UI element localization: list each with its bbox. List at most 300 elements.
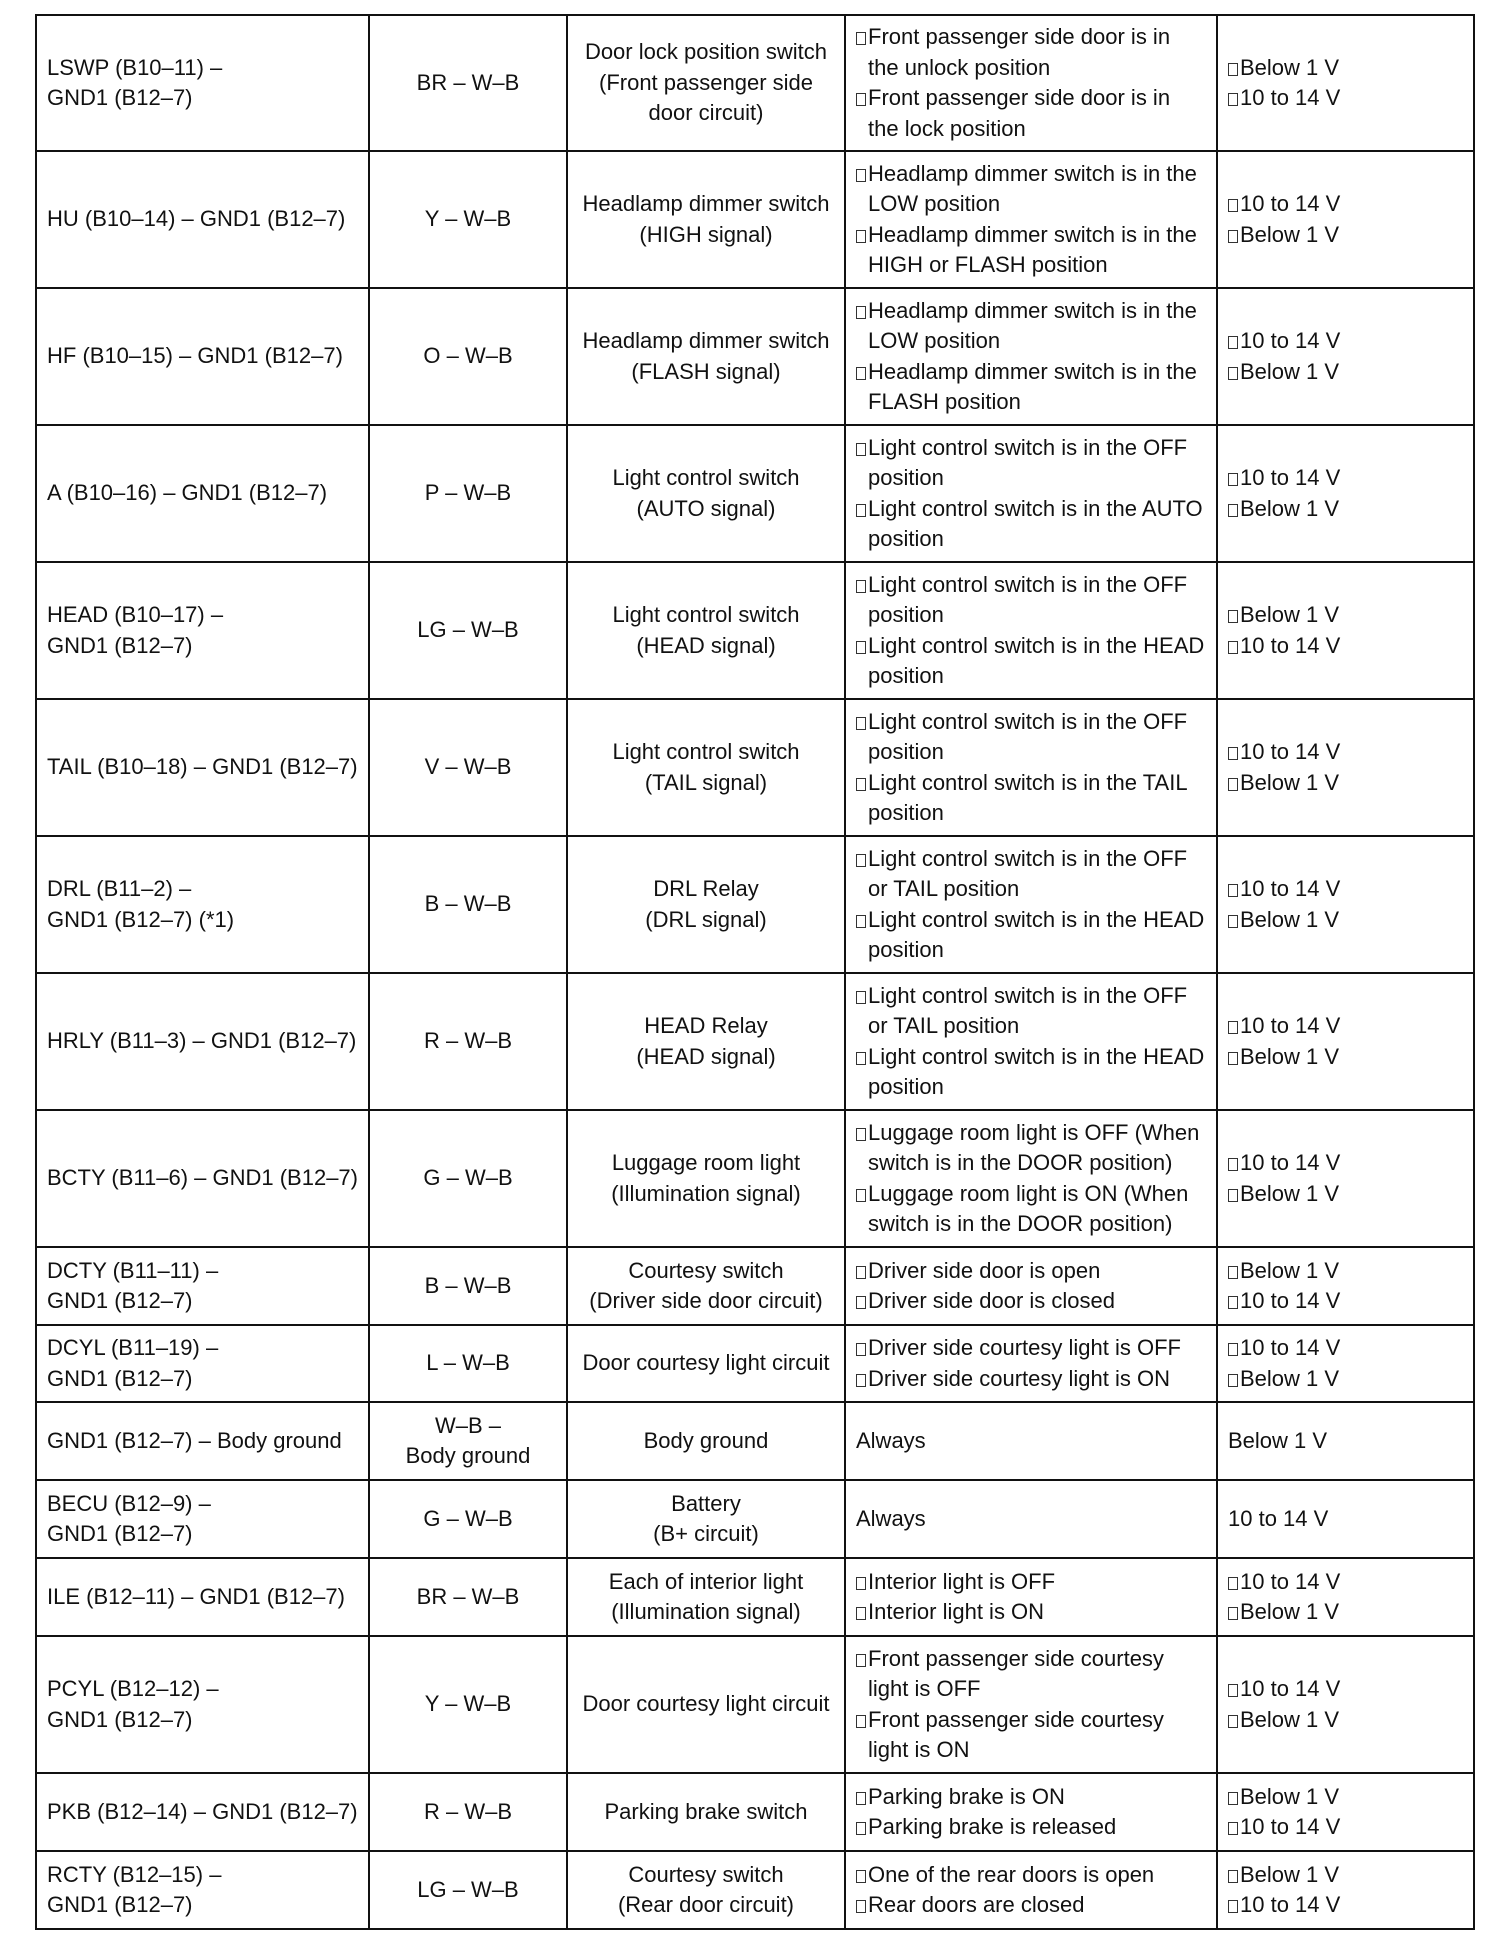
wiring-line: G – W–B [423,1505,513,1531]
terminal-line: DCTY (B11–11) – [47,1257,219,1283]
condition-text: Driver side courtesy light is ON [868,1365,1170,1391]
spec-text: Below 1 V [1240,221,1340,247]
terminal-line: LSWP (B10–11) – [47,54,223,80]
checkbox-icon [1228,1684,1238,1697]
checkbox-icon [1228,93,1238,106]
table-row [36,1247,1474,1325]
checkbox-icon [856,1128,866,1141]
spec-text: Below 1 V [1240,1706,1340,1732]
description-line: Each of interior light [608,1568,804,1594]
condition-item [856,22,1206,83]
spec-item [1228,1860,1463,1891]
terminal-line: HF (B10–15) – GND1 (B12–7) [47,343,343,369]
condition-text: Luggage room light is OFF (When switch is in the DOOR position) [868,1119,1200,1175]
checkbox-icon [1228,641,1238,654]
spec-item [1228,1567,1463,1598]
wiring-line: P – W–B [424,480,512,506]
condition-text: Light control switch is in the HEAD position [868,906,1205,962]
description-line: Battery [671,1490,741,1516]
terminal-line: GND1 (B12–7) [47,632,193,658]
condition-item [856,1812,1206,1843]
checkbox-icon [1228,199,1238,212]
condition-cell [845,425,1217,562]
condition-cell [845,15,1217,151]
wiring-line: G – W–B [423,1165,513,1191]
description-line: Door courtesy light circuit [582,1691,830,1717]
condition-item [856,707,1206,768]
wiring-line: V – W–B [424,754,512,780]
spec-item [1228,83,1463,114]
terminal-cell [36,15,369,151]
wiring-line: Y – W–B [424,1691,512,1717]
condition-text: Front passenger side courtesy light is OFF [868,1645,1164,1701]
spec-item [1228,1179,1463,1210]
checkbox-icon [856,1792,866,1805]
wiring-color-cell [369,1110,567,1247]
spec-text: 10 to 14 V [1240,465,1341,490]
description-line: Parking brake switch [604,1798,808,1824]
terminal-spec-table-body [36,15,1474,1929]
checkbox-icon [856,1343,866,1356]
description-cell [567,1110,845,1247]
spec-item [1228,189,1463,220]
condition-text: Light control switch is in the OFF or TAIL position [868,845,1188,901]
condition-text: Rear doors are closed [868,1892,1085,1917]
spec-text: Below 1 V [1228,1427,1328,1453]
description-cell [567,1636,845,1773]
spec-item [1228,53,1463,84]
checkbox-icon [856,1822,866,1835]
checkbox-icon [1228,1870,1238,1883]
spec-text: 10 to 14 V [1240,191,1341,216]
spec-text: 10 to 14 V [1240,1814,1341,1839]
spec-item [1228,1597,1463,1628]
checkbox-icon [1228,1607,1238,1620]
description-line: (AUTO signal) [636,495,776,521]
checkbox-icon [856,1296,866,1309]
spec-cell [1217,1325,1474,1402]
condition-cell [845,1325,1217,1402]
spec-text: 10 to 14 V [1240,632,1341,658]
condition-item [856,1286,1206,1317]
spec-text: 10 to 14 V [1240,876,1341,901]
spec-item [1228,1812,1463,1843]
terminal-line: BCTY (B11–6) – GND1 (B12–7) [47,1165,358,1191]
condition-text: Parking brake is released [868,1814,1117,1839]
spec-text: Below 1 V [1240,1861,1340,1887]
condition-text: Parking brake is ON [868,1783,1065,1809]
condition-cell [845,1636,1217,1773]
spec-cell [1217,1851,1474,1929]
spec-cell [1217,1480,1474,1558]
spec-text: Below 1 V [1240,1180,1340,1206]
checkbox-icon [1228,1189,1238,1202]
wiring-color-cell [369,699,567,836]
condition-cell [845,1110,1217,1247]
wiring-line: W–B – [434,1412,502,1438]
spec-item [1228,905,1463,936]
description-cell [567,562,845,699]
spec-item [1228,357,1463,388]
spec-cell [1217,699,1474,836]
spec-text: Below 1 V [1240,1783,1340,1809]
spec-text: Below 1 V [1240,54,1340,80]
condition-item [856,1860,1206,1891]
spec-cell [1217,1558,1474,1636]
description-line: HEAD Relay [644,1013,768,1038]
spec-text: Below 1 V [1240,358,1340,384]
description-line: (B+ circuit) [653,1521,759,1546]
condition-text: Headlamp dimmer switch is in the LOW position [868,160,1197,216]
table-row [36,15,1474,151]
description-line: Door courtesy light circuit [582,1350,830,1376]
wiring-line: Body ground [405,1443,531,1468]
wiring-line: LG – W–B [417,1876,519,1902]
table-row [36,151,1474,288]
checkbox-icon [856,32,866,45]
condition-text: Light control switch is in the OFF position [868,571,1188,627]
description-line: (Front passenger side [599,69,813,95]
terminal-line: DRL (B11–2) – [47,876,192,901]
description-cell [567,151,845,288]
condition-cell [845,562,1217,699]
table-row [36,1480,1474,1558]
description-cell [567,1773,845,1851]
checkbox-icon [1228,504,1238,517]
spec-text: Below 1 V [1240,1365,1340,1391]
checkbox-icon [856,641,866,654]
wiring-line: B – W–B [424,891,512,917]
checkbox-icon [1228,1266,1238,1279]
condition-cell [845,973,1217,1110]
condition-text: Light control switch is in the HEAD position [868,1043,1205,1099]
checkbox-icon [1228,1374,1238,1387]
terminal-line: TAIL (B10–18) – GND1 (B12–7) [47,754,358,780]
terminal-line: HEAD (B10–17) – [47,602,224,627]
spec-text: 10 to 14 V [1240,739,1341,764]
checkbox-icon [856,169,866,182]
checkbox-icon [1228,1577,1238,1590]
condition-item [856,83,1206,144]
condition-text: Driver side courtesy light is OFF [868,1335,1181,1360]
spec-cell [1217,15,1474,151]
condition-text: Headlamp dimmer switch is in the FLASH position [868,358,1197,414]
checkbox-icon [1228,1792,1238,1805]
spec-item [1228,874,1463,905]
condition-item [856,844,1206,905]
condition-text: Driver side door is closed [868,1288,1115,1313]
terminal-line: GND1 (B12–7) – Body ground [47,1427,342,1453]
spec-text: Below 1 V [1240,495,1340,521]
wiring-color-cell [369,1773,567,1851]
spec-text: 10 to 14 V [1240,328,1341,353]
checkbox-icon [856,580,866,593]
checkbox-icon [856,991,866,1004]
terminal-cell [36,1773,369,1851]
spec-cell [1217,973,1474,1110]
checkbox-icon [856,717,866,730]
condition-item [856,1782,1206,1813]
condition-cell [845,151,1217,288]
terminal-line: PCYL (B12–12) – [47,1676,219,1701]
terminal-line: GND1 (B12–7) (*1) [47,906,235,932]
condition-cell [845,1402,1217,1480]
terminal-line: GND1 (B12–7) [47,1706,193,1732]
description-line: door circuit) [648,100,764,126]
table-row [36,288,1474,425]
description-line: Door lock position switch [584,39,828,65]
checkbox-icon [856,443,866,456]
condition-text: Front passenger side door is in the unlock position [868,24,1171,80]
checkbox-icon [856,1715,866,1728]
terminal-line: PKB (B12–14) – GND1 (B12–7) [47,1798,358,1824]
spec-text: 10 to 14 V [1240,1013,1341,1038]
checkbox-icon [856,1189,866,1202]
description-line: (FLASH signal) [631,358,781,384]
wiring-line: L – W–B [426,1350,510,1376]
spec-item [1228,220,1463,251]
spec-text: 10 to 14 V [1240,1892,1341,1917]
description-line: DRL Relay [653,876,759,901]
terminal-cell [36,1247,369,1325]
condition-item [856,357,1206,418]
spec-cell [1217,1247,1474,1325]
checkbox-icon [1228,610,1238,623]
spec-text: Below 1 V [1240,906,1340,932]
wiring-color-cell [369,1325,567,1402]
table-row [36,699,1474,836]
condition-item [856,494,1206,555]
checkbox-icon [1228,1822,1238,1835]
description-line: (Driver side door circuit) [589,1288,823,1313]
condition-item [856,1567,1206,1598]
description-line: Headlamp dimmer switch [582,328,830,353]
spec-text: Below 1 V [1240,1257,1340,1283]
condition-item [856,1256,1206,1287]
checkbox-icon [1228,367,1238,380]
spec-cell [1217,425,1474,562]
condition-text: Luggage room light is ON (When switch is in the DOOR position) [868,1180,1189,1236]
wiring-line: R – W–B [423,1798,513,1824]
condition-item [856,1118,1206,1179]
description-cell [567,425,845,562]
description-cell [567,1325,845,1402]
terminal-cell [36,836,369,973]
terminal-cell [36,1480,369,1558]
condition-text: Light control switch is in the OFF position [868,434,1188,490]
condition-text: Light control switch is in the OFF or TAIL position [868,982,1188,1038]
condition-text: Light control switch is in the HEAD position [868,632,1205,688]
condition-cell [845,836,1217,973]
condition-text: Light control switch is in the AUTO position [868,495,1203,551]
checkbox-icon [1228,915,1238,928]
description-cell [567,15,845,151]
description-cell [567,1247,845,1325]
wiring-color-cell [369,1851,567,1929]
checkbox-icon [1228,778,1238,791]
condition-item [856,1644,1206,1705]
checkbox-icon [856,915,866,928]
description-line: Courtesy switch [628,1257,784,1283]
description-line: (HIGH signal) [639,221,773,247]
checkbox-icon [856,778,866,791]
condition-text: Headlamp dimmer switch is in the LOW position [868,297,1197,353]
terminal-line: A (B10–16) – GND1 (B12–7) [47,480,328,506]
checkbox-icon [1228,1021,1238,1034]
wiring-color-cell [369,836,567,973]
table-row [36,562,1474,699]
spec-cell [1217,1110,1474,1247]
spec-cell [1217,1773,1474,1851]
spec-item [1228,1011,1463,1042]
condition-cell [845,1773,1217,1851]
spec-cell [1217,1636,1474,1773]
condition-item [856,1333,1206,1364]
spec-text: Below 1 V [1240,1043,1340,1069]
condition-item [856,296,1206,357]
condition-text: Always [856,1427,926,1453]
checkbox-icon [856,367,866,380]
condition-item [856,220,1206,281]
table-row [36,1325,1474,1402]
terminal-cell [36,1325,369,1402]
checkbox-icon [856,854,866,867]
terminal-cell [36,1110,369,1247]
wiring-line: O – W–B [423,343,513,369]
spec-item [1228,326,1463,357]
description-line: (DRL signal) [645,906,767,932]
checkbox-icon [856,1900,866,1913]
checkbox-icon [856,1870,866,1883]
description-cell [567,1480,845,1558]
terminal-cell [36,151,369,288]
condition-text: Driver side door is open [868,1257,1101,1283]
condition-text: Always [856,1505,926,1531]
checkbox-icon [1228,1715,1238,1728]
spec-item [1228,1782,1463,1813]
spec-item [1228,494,1463,525]
description-line: (HEAD signal) [636,632,776,658]
terminal-line: DCYL (B11–19) – [47,1335,219,1360]
table-row [36,425,1474,562]
description-line: Headlamp dimmer switch [582,191,830,216]
checkbox-icon [1228,1052,1238,1065]
condition-item [856,905,1206,966]
condition-item [856,981,1206,1042]
spec-cell [1217,836,1474,973]
wiring-color-cell [369,973,567,1110]
condition-cell [845,1558,1217,1636]
wiring-color-cell [369,15,567,151]
spec-text: 10 to 14 V [1228,1505,1329,1531]
wiring-line: B – W–B [424,1272,512,1298]
description-cell [567,1402,845,1480]
checkbox-icon [1228,336,1238,349]
description-line: (TAIL signal) [644,769,768,795]
spec-item [1228,1674,1463,1705]
terminal-cell [36,288,369,425]
checkbox-icon [1228,747,1238,760]
table-row [36,1402,1474,1480]
wiring-color-cell [369,1247,567,1325]
wiring-color-cell [369,1558,567,1636]
description-line: (Illumination signal) [611,1180,801,1206]
condition-text: Light control switch is in the TAIL position [868,769,1187,825]
checkbox-icon [1228,473,1238,486]
checkbox-icon [856,1577,866,1590]
wiring-color-cell [369,1636,567,1773]
terminal-line: BECU (B12–9) – [47,1490,211,1516]
terminal-line: HRLY (B11–3) – GND1 (B12–7) [47,1028,357,1054]
description-cell [567,288,845,425]
description-cell [567,1851,845,1929]
table-row [36,1851,1474,1929]
spec-text: 10 to 14 V [1240,1676,1341,1701]
description-line: Light control switch [612,602,800,627]
condition-item [856,768,1206,829]
spec-item [1228,1705,1463,1736]
condition-cell [845,699,1217,836]
description-cell [567,836,845,973]
wiring-color-cell [369,1402,567,1480]
condition-item [856,1042,1206,1103]
spec-item [1228,1890,1463,1921]
spec-item [1228,1042,1463,1073]
spec-cell [1217,151,1474,288]
condition-item [856,570,1206,631]
condition-item [856,159,1206,220]
spec-cell [1217,562,1474,699]
terminal-line: GND1 (B12–7) [47,1521,193,1546]
terminal-cell [36,1851,369,1929]
wiring-color-cell [369,1480,567,1558]
condition-text: Light control switch is in the OFF position [868,708,1188,764]
table-row [36,1773,1474,1851]
terminal-cell [36,425,369,562]
spec-item [1228,631,1463,662]
checkbox-icon [856,1607,866,1620]
table-row [36,973,1474,1110]
terminal-line: GND1 (B12–7) [47,1892,193,1917]
condition-cell [845,1480,1217,1558]
wiring-color-cell [369,425,567,562]
spec-cell [1217,1402,1474,1480]
spec-item [1228,1364,1463,1395]
terminal-cell [36,1402,369,1480]
terminal-cell [36,562,369,699]
checkbox-icon [856,230,866,243]
table-row [36,836,1474,973]
condition-cell [845,1851,1217,1929]
checkbox-icon [1228,1343,1238,1356]
checkbox-icon [856,1654,866,1667]
spec-text: Below 1 V [1240,1599,1340,1624]
wiring-line: R – W–B [423,1028,513,1054]
checkbox-icon [1228,230,1238,243]
table-row [36,1558,1474,1636]
wiring-line: BR – W–B [416,69,520,95]
checkbox-icon [856,1266,866,1279]
checkbox-icon [856,1374,866,1387]
terminal-line: RCTY (B12–15) – [47,1861,222,1887]
condition-item [856,1179,1206,1240]
table-row [36,1636,1474,1773]
spec-cell [1217,288,1474,425]
description-cell [567,973,845,1110]
table-row [36,1110,1474,1247]
description-line: Light control switch [612,465,800,490]
terminal-cell [36,699,369,836]
